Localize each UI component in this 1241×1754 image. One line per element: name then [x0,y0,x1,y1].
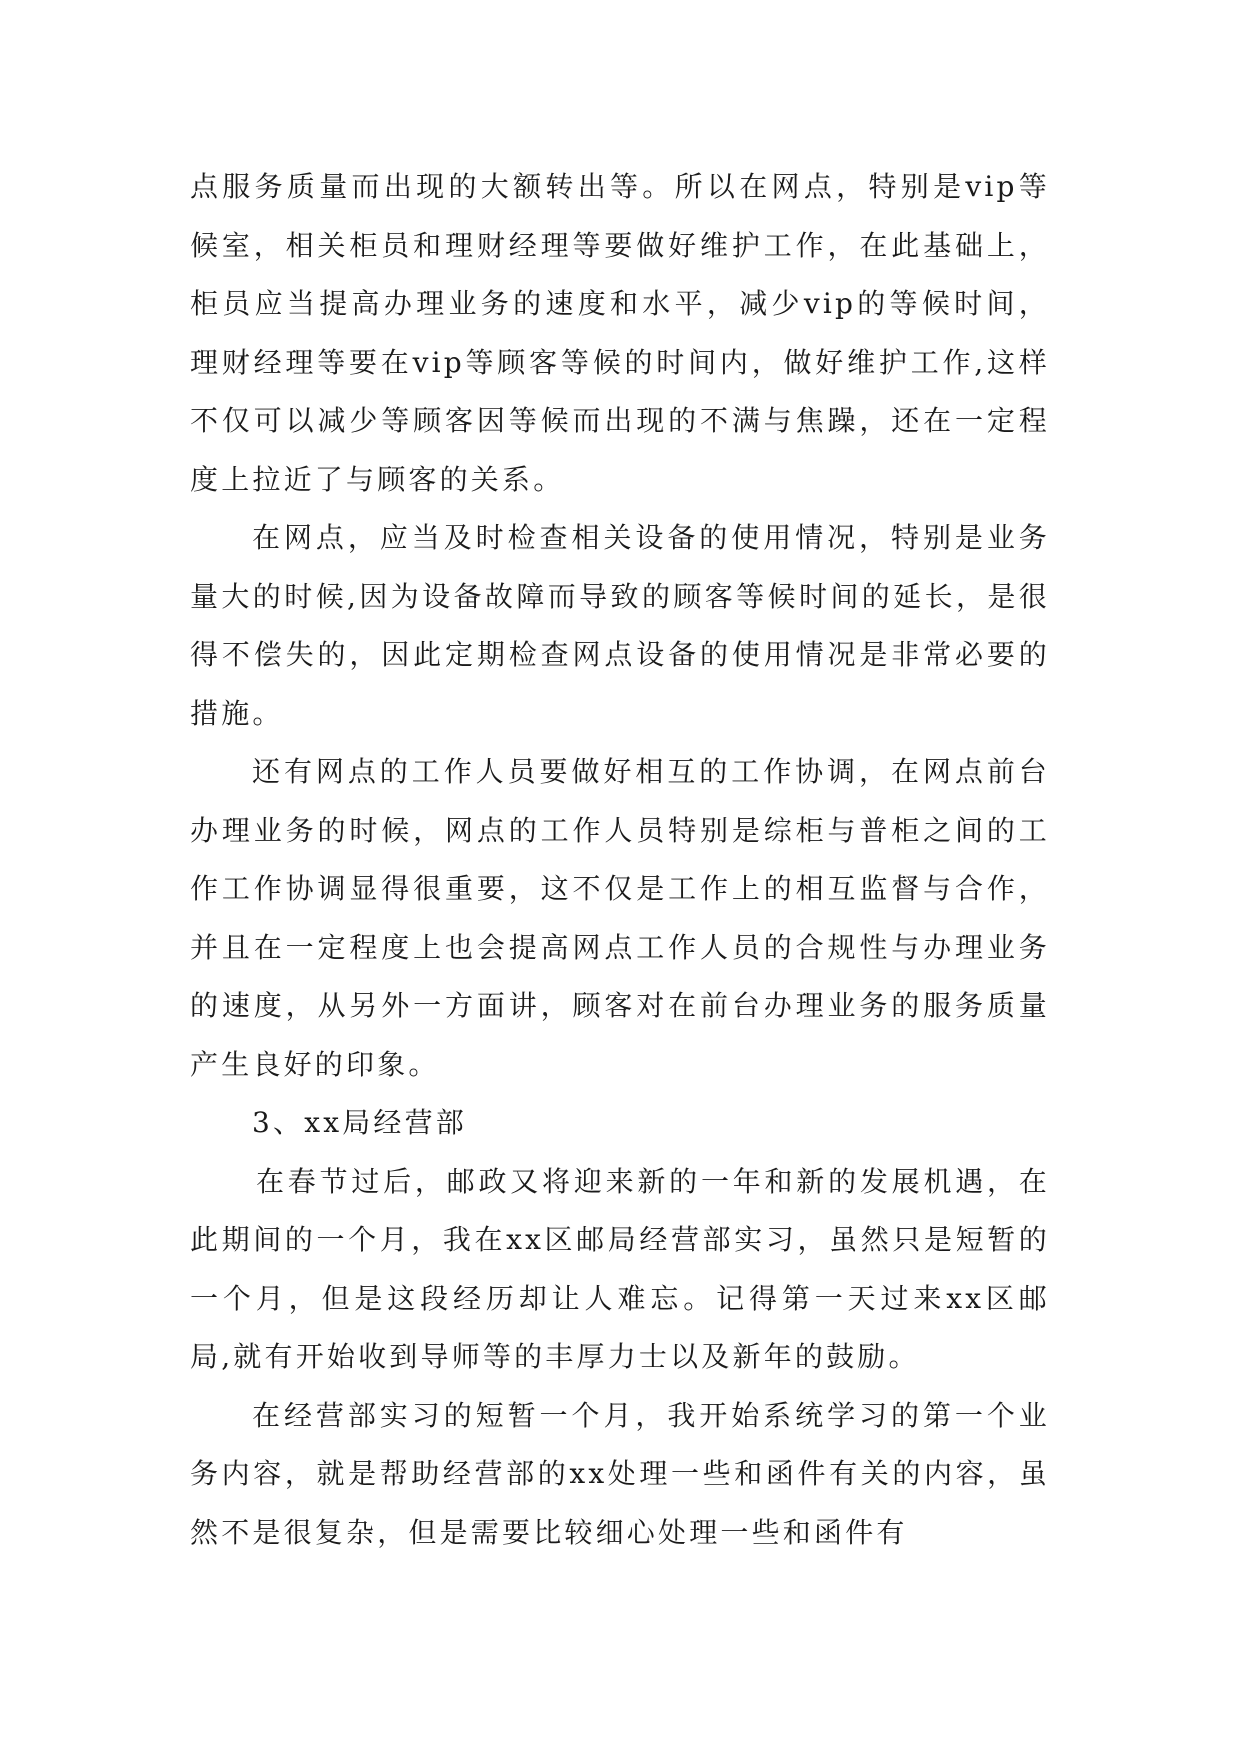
paragraph-internship-work: 在经营部实习的短暂一个月，我开始系统学习的第一个业务内容，就是帮助经营部的xx处理一些和函件有关的内容，虽然不是很复杂，但是需要比较细心处理一些和函件有 [190,1398,1050,1549]
paragraph-vip-service: 点服务质量而出现的大额转出等。所以在网点，特别是vip等候室，相关柜员和理财经理等要做好维护工作，在此基础上，柜员应当提高办理业务的速度和水平，减少vip的等候时间，理财经理等要在vip等顾客等候的时间内，做好维护工作,这样不仅可以减少等顾客因等候而出现的不满与焦躁，还在一定程度上拉近了与顾客的关系。 [190,170,1050,496]
paragraph-staff-coordination: 还有网点的工作人员要做好相互的工作协调，在网点前台办理业务的时候，网点的工作人员特别是综柜与普柜之间的工作工作协调显得很重要，这不仅是工作上的相互监督与合作，并且在一定程度上也会提高网点工作人员的合规性与办理业务的速度，从另外一方面讲，顾客对在前台办理业务的服务质量产生良好的印象。 [190,755,1050,1081]
paragraph-equipment-check: 在网点，应当及时检查相关设备的使用情况，特别是业务量大的时候,因为设备故障而导致的顾客等候时间的延长，是很得不偿失的，因此定期检查网点设备的使用情况是非常必要的措施。 [190,521,1050,730]
paragraph-spring-festival: 在春节过后，邮政又将迎来新的一年和新的发展机遇，在此期间的一个月，我在xx区邮局经营部实习，虽然只是短暂的一个月，但是这段经历却让人难忘。记得第一天过来xx区邮局,就有开始收到导师等的丰厚力士以及新年的鼓励。 [190,1164,1050,1373]
section-heading-business-department: 3、xx局经营部 [252,1106,467,1139]
document-body [190,158,1050,1562]
